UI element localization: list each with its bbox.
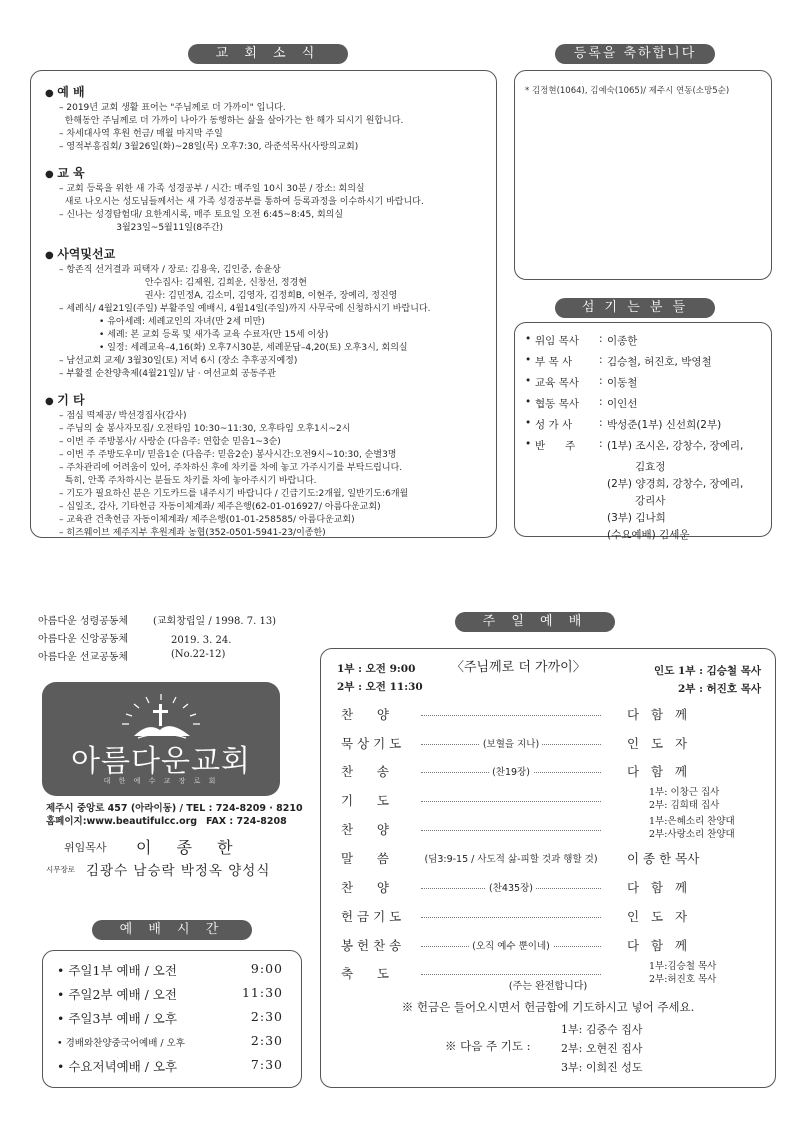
times-title: 예 배 시 간 [92,920,252,940]
bulletin-date: 2019. 3. 24. [171,635,232,646]
dot-leader [421,801,601,802]
service-name: • 주일1부 예배 / 오전 [57,963,177,978]
order-detail-wrap: (찬19장) [489,767,533,778]
order-item: 말 씀 [341,851,389,866]
accompanist-line: (2부) 양경희, 강창수, 장예리, [607,478,744,490]
order-item: 기 도 [341,793,389,808]
order-row [341,705,761,725]
colon: : [599,375,603,387]
news-line: – 점심 떡제공/ 박선경집사(감사) [59,411,187,421]
news-line: – 히즈웨이브 제주지부 후원계좌 농협(352-0501-5941-23/이종한) [59,528,326,538]
service-time-row [57,959,287,983]
elders-names: 김광수 남승락 박정옥 양성식 [86,863,271,879]
worship-box [320,648,776,1088]
community-2: 아름다운 신앙공동체 [38,634,129,645]
order-row [341,878,761,898]
news-section-title: 사역및선교 [57,247,116,261]
leader-1: 인도 1부 : 김승철 목사 [654,665,761,677]
news-line: • 유아세례: 세례교인의 자녀(만 2세 미만) [59,317,265,327]
news-line: 안수집사: 김제원, 김희운, 신창선, 정경현 [59,278,307,288]
bullet-icon: • [525,396,532,408]
accompanist-line: (수요예배) 김세운 [607,529,690,541]
news-section-heading [45,164,486,181]
service-name: • 주일3부 예배 / 오후 [57,1011,177,1026]
server-names: 박성준(1부) 신선희(2부) [607,419,722,431]
order-detail [421,736,601,750]
founded-date: (교회창립일 / 1998. 7. 13) [153,616,277,627]
choir-name: 1부:은혜소리 찬양대 [649,816,735,827]
server-role: 위임 목사 [535,335,579,347]
server-names: 이동철 [607,377,638,389]
accompanist-line: (3부) 김나희 [607,512,666,524]
service-time-row [57,983,287,1007]
order-item: 찬 송 [341,764,389,779]
service-time-row [57,1007,287,1031]
order-leader: 이 종 한 목사 [627,851,700,866]
bullet-icon: • [525,354,532,366]
news-line: 한해동안 주님께로 더 가까이 나아가 동행하는 삶을 살아가는 한 해가 되시기 원합니다. [59,116,404,126]
servers-box [514,322,772,541]
accompanist-line: 김효정 [635,461,666,473]
news-line: – 세례식/ 4월21일(주일) 부활주일 예배시, 4월14일(주일)까지 사무국에 신청하시기 바랍니다. [59,304,431,314]
service-1-time: 1부 : 오전 9:00 [337,663,416,675]
colon: : [599,396,603,408]
service-time: 2:30 [250,1033,283,1048]
news-line: – 부활절 순찬양축제(4월21일)/ 남 · 여선교회 공동주관 [59,369,276,379]
order-leader: 인 도 자 [627,909,688,924]
benediction-leader: 1부:김승철 목사 [649,961,717,972]
server-role: 부 목 사 [535,356,573,368]
next-prayer-2: 2부: 오현진 집사 [561,1042,643,1055]
server-role: 반 주 [535,440,576,452]
bulletin-number: (No.22-12) [171,649,226,660]
colon: : [599,417,603,429]
news-line: – 항존직 선거결과 피택자 / 장로: 김용욱, 김인중, 송윤상 [59,265,281,275]
news-section-title: 예 배 [57,85,85,99]
news-line: – 차세대사역 후원 헌금/ 매월 마지막 주일 [59,129,223,139]
news-section-heading [45,83,486,100]
benediction-note: (주는 완전합니다) [508,981,588,992]
server-names: 이인선 [607,398,638,410]
server-row [525,438,761,459]
colon: : [599,354,603,366]
order-item: 축 도 [341,966,389,981]
community-1: 아름다운 성령공동체 [38,616,129,627]
dot-leader [421,715,601,716]
news-section-heading [45,245,486,262]
server-row [525,375,761,396]
news-section-title: 교 육 [57,166,85,180]
order-item: 찬 양 [341,707,389,722]
server-role: 협동 목사 [535,398,579,410]
news-line: – 십일조, 감사, 기타헌금 자동이체계좌/ 제주은행(62-01-016927/ 아름다운교회) [59,502,381,512]
contact-info [46,802,303,881]
bullet-icon: • [525,333,532,345]
colon: : [599,438,603,450]
service-time: 7:30 [250,1057,283,1072]
server-row [525,396,761,417]
news-line: 새로 나오시는 성도님들께서는 새 가족 성경공부를 통하여 등록과정을 이수하시기 바랍니다. [59,197,424,207]
order-item: 봉 헌 찬 송 [341,938,402,953]
next-prayer-3: 3부: 이희진 성도 [561,1061,643,1074]
server-row [525,354,761,375]
dot-leader [421,974,601,975]
order-leader: 다 함 께 [627,764,688,779]
community-3: 아름다운 선교공동체 [38,652,129,663]
news-box [30,70,497,538]
registration-title: 등록을 축하합니다 [555,44,715,64]
bullet-icon: ● [45,88,58,99]
news-line: 3월23일~5월11일(8주간) [59,223,224,233]
service-name: • 경배와찬양중국어예배 / 오후 [57,1038,185,1049]
service-time: 2:30 [250,1009,283,1024]
accompanist-line: 강리사 [635,495,666,507]
service-time-row [57,1055,287,1079]
server-names: (1부) 조시온, 강창수, 장예리, [607,440,744,452]
order-detail-wrap: (딤3:9-15 / 사도적 삶-피할 것과 행할 것) [421,854,600,865]
order-detail [421,764,601,778]
bullet-icon: • [525,438,532,450]
church-logo [42,682,280,796]
bullet-icon: ● [45,169,58,180]
homepage: 홈페이지:www.beautifulcc.org [46,816,198,827]
order-item: 찬 양 [341,880,389,895]
elders-label: 시무장로 [46,865,75,874]
church-info [38,612,288,668]
news-line: – 교회 등록을 위한 새 가족 성경공부 / 시간: 매주일 10시 30분 / 장소: 회의실 [59,184,365,194]
service-2-time: 2부 : 오전 11:30 [337,681,423,693]
news-line: – 영적부흥집회/ 3월26일(화)~28일(목) 오후7:30, 라준석목사(사랑의교회) [59,142,359,152]
prayer-leader: 1부: 이창근 집사 [649,787,720,798]
order-detail-wrap: (찬435장) [486,883,536,894]
news-line: – 이번 주 주방봉사/ 사랑순 (다음주: 연합순 믿음1~3순) [59,437,281,447]
news-line: – 이번 주 주방도우미/ 믿음1순 (다음주: 믿음2순) 봉사시간:오전9시~10:30, 순별3명 [59,450,397,460]
prayer-leader: 2부: 김희태 집사 [649,800,720,811]
times-box [42,950,302,1088]
news-section-title: 기 타 [57,393,85,407]
order-row [341,762,761,782]
registration-text: * 김정현(1064), 김예숙(1065)/ 제주시 연동(소망5순) [525,86,730,96]
service-name: • 수요저녁예배 / 오후 [57,1059,178,1074]
server-names: 김승철, 허진호, 박영철 [607,356,712,368]
order-leader: 다 함 께 [627,938,688,953]
bullet-icon: • [525,375,532,387]
order-leader: 다 함 께 [627,707,688,722]
order-detail [421,938,601,952]
news-line: – 신나는 성경탐험대/ 요한계시록, 매주 토요일 오전 6:45~8:45, 회의실 [59,210,344,220]
news-line: 특히, 안쪽 주차하시는 분들도 차키를 차에 놓아주시기 바랍니다. [59,476,317,486]
service-time-row [57,1031,287,1055]
next-prayer-1: 1부: 김중수 집사 [561,1023,643,1036]
order-row [341,849,761,869]
order-detail-wrap: (오직 예수 뿐이네) [469,941,553,952]
address: 제주시 중앙로 457 (아라이동) / TEL : 724-8209 · 8210 [46,803,303,814]
order-item: 묵 상 기 도 [341,736,402,751]
dot-leader [421,917,601,918]
news-line: – 교육관 건축헌금 자동이체계좌/ 제주은행(01-01-258585/ 아름다운교회) [59,515,355,525]
next-prayer-label: ※ 다음 주 기도 : [445,1039,531,1053]
servers-title: 섬 기 는 분 들 [555,298,715,318]
server-row [525,333,761,354]
order-row [341,936,761,956]
servers-rows [525,333,761,544]
sermon-theme: 〈주님께로 더 가까이〉 [451,660,586,675]
order-detail [421,851,601,865]
registration-box [514,70,772,280]
order-item: 찬 양 [341,822,389,837]
colon: : [599,333,603,345]
service-name: • 주일2부 예배 / 오전 [57,987,177,1002]
bullet-icon: • [525,417,532,429]
order-leader: 다 함 께 [627,880,688,895]
news-sections [45,83,486,540]
news-line: – 2019년 교회 생활 표어는 "주님께로 더 가까이" 입니다. [59,103,286,113]
news-title: 교 회 소 식 [188,44,348,64]
offering-note: ※ 헌금은 들어오시면서 헌금함에 기도하시고 넣어 주세요. [401,1000,695,1014]
logo-name: 아름다운교회 [71,744,251,779]
news-line: – 주님의 숲 봉사자모집/ 오전타임 10:30~11:30, 오후타임 오후1시~2시 [59,424,351,434]
news-line: – 남선교회 교제/ 3월30일(토) 저녁 6시 (장소 추후공지예정) [59,356,298,366]
news-line: – 기도가 필요하신 분은 기도카드를 내주시기 바랍니다 / 긴급기도:2개월, 일반기도:6개월 [59,489,409,499]
news-line: • 일정: 세례교육–4,16(화) 오후7시30분, 세례문답–4,20(토) 오후3시, 회의실 [59,343,408,353]
leader-2: 2부 : 허진호 목사 [677,683,761,695]
pastor-name: 이 종 한 [136,838,243,857]
choir-name: 2부:사랑소리 찬양대 [649,829,735,840]
order-leader: 인 도 자 [627,736,688,751]
service-time: 9:00 [250,961,283,976]
news-section-heading [45,391,486,408]
bullet-icon: ● [45,396,58,407]
news-line: – 주차관리에 어려움이 있어, 주차하신 후에 차키를 차에 놓고 가주시기를 부탁드립니다. [59,463,403,473]
logo-subtitle: 대 한 예 수 교 장 로 회 [103,777,219,785]
server-role: 교육 목사 [535,377,579,389]
news-line: • 세례: 본 교회 등록 및 새가족 교육 수료자(만 15세 이상) [59,330,329,340]
benediction-leader: 2부:허진호 목사 [649,974,717,985]
server-row [525,417,761,438]
times-rows [57,959,287,1079]
order-item: 헌 금 기 도 [341,909,402,924]
order-detail-wrap: (보혈을 지나) [480,739,542,750]
order-row [341,734,761,754]
server-names: 이종한 [607,335,638,347]
service-time: 11:30 [241,985,283,1000]
dot-leader [421,830,601,831]
news-line: 권사: 김민정A, 김소미, 김영자, 김정희B, 이현주, 장예리, 정진영 [59,291,398,301]
bullet-icon: ● [45,250,58,261]
pastor-label: 위임목사 [64,841,107,854]
order-row [341,907,761,927]
server-role: 성 가 사 [535,419,573,431]
fax: FAX : 724-8208 [206,816,287,827]
worship-title: 주 일 예 배 [455,612,615,632]
order-detail [421,880,601,894]
